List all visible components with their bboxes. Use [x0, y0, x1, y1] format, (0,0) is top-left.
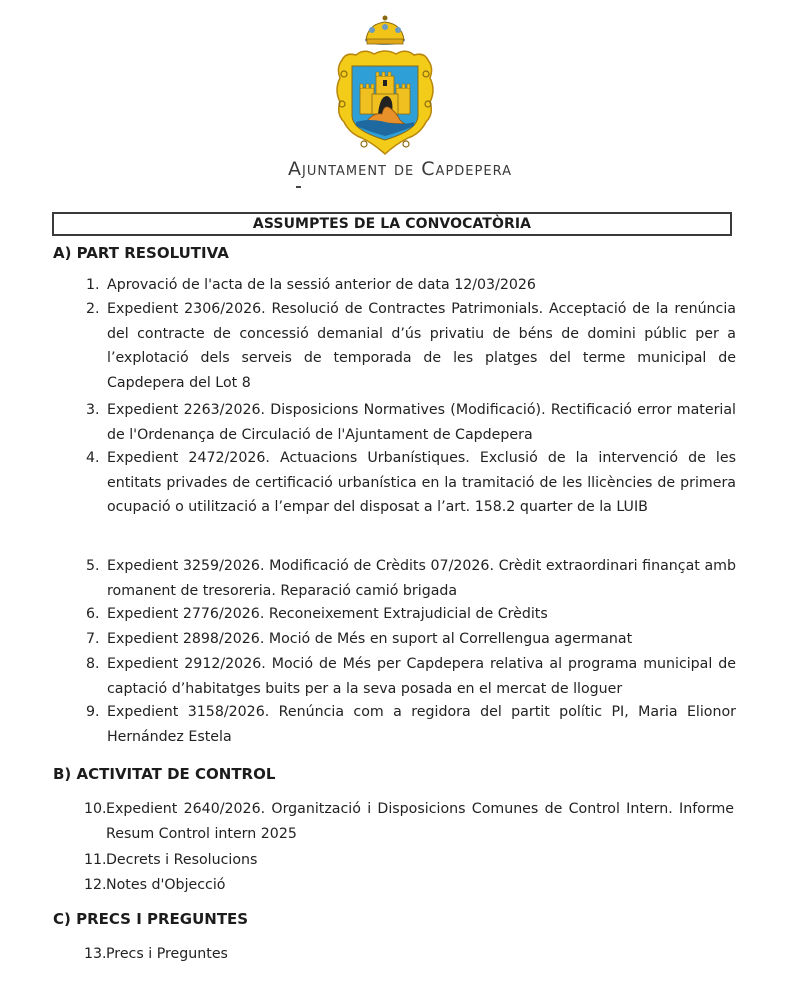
agenda-item	[84, 797, 734, 846]
item-number: 6.	[86, 606, 100, 622]
item-number: 3.	[86, 402, 100, 418]
organization-name: Ajuntament de Capdepera	[288, 158, 512, 180]
agenda-item	[86, 554, 736, 603]
item-number: 9.	[86, 704, 100, 720]
section-heading-activitat-de-control: B) ACTIVITAT DE CONTROL	[53, 765, 276, 783]
item-text: Expedient 3259/2026. Modificació de Crèdits 07/2026. Crèdit extraordinari finançat amb romanent de tresoreria. Reparació camió brigada	[107, 558, 736, 599]
item-number: 8.	[86, 656, 100, 672]
header-dash	[296, 186, 301, 188]
section-heading-part-resolutiva: A) PART RESOLUTIVA	[53, 244, 229, 262]
item-number: 10.	[84, 801, 107, 817]
agenda-item	[84, 873, 734, 898]
document-title: ASSUMPTES DE LA CONVOCATÒRIA	[252, 216, 532, 232]
item-text: Expedient 2912/2026. Moció de Més per Capdepera relativa al programa municipal de captació d’habitatges buits per a la seva posada en el mercat de lloguer	[107, 656, 736, 697]
item-number: 5.	[86, 558, 100, 574]
item-text: Decrets i Resolucions	[106, 852, 258, 868]
agenda-item	[86, 627, 736, 652]
item-text: Expedient 2472/2026. Actuacions Urbanístiques. Exclusió de la intervenció de les entitats privades de certificació urbanística en la tramitació de les llicències de primera ocupació o utilització a l’empar del disposat a l’art. 158.2 quarter de la LUIB	[107, 450, 736, 515]
item-text: Expedient 2263/2026. Disposicions Normatives (Modificació). Rectificació error material de l'Ordenança de Circulació de l'Ajuntament de Capdepera	[107, 402, 736, 443]
item-text: Expedient 2306/2026. Resolució de Contractes Patrimonials. Acceptació de la renúncia del contracte de concessió demanial d’ús privatiu de béns de domini públic per a l’explotació dels serveis de temporada de les platges del terme municipal de Capdepera del Lot 8	[107, 301, 736, 391]
item-number: 4.	[86, 450, 100, 466]
item-number: 7.	[86, 631, 100, 647]
document-title-box	[52, 212, 732, 236]
item-text: Expedient 2640/2026. Organització i Disposicions Comunes de Control Intern. Informe Resum Control intern 2025	[106, 801, 734, 842]
agenda-item	[86, 398, 736, 447]
coat-of-arms-icon	[330, 8, 440, 156]
item-text: Precs i Preguntes	[106, 946, 228, 962]
item-number: 13.	[84, 946, 107, 962]
item-number: 2.	[86, 301, 100, 317]
item-text: Notes d'Objecció	[106, 877, 226, 893]
agenda-item	[86, 602, 736, 627]
agenda-item	[86, 297, 736, 395]
agenda-item	[86, 446, 736, 520]
agenda-item	[86, 652, 736, 701]
item-text: Expedient 3158/2026. Renúncia com a regidora del partit polític PI, Maria Elionor Hernández Estela	[107, 704, 736, 745]
item-text: Expedient 2776/2026. Reconeixement Extrajudicial de Crèdits	[107, 606, 548, 622]
agenda-item	[84, 848, 734, 873]
agenda-item	[86, 273, 736, 298]
agenda-item	[84, 942, 734, 967]
item-number: 12.	[84, 877, 107, 893]
section-heading-precs-i-preguntes: C) PRECS I PREGUNTES	[53, 910, 249, 928]
agenda-item	[86, 700, 736, 749]
item-number: 11.	[84, 852, 107, 868]
item-number: 1.	[86, 277, 100, 293]
item-text: Expedient 2898/2026. Moció de Més en suport al Correllengua agermanat	[107, 631, 633, 647]
crown-icon	[365, 16, 405, 46]
item-text: Aprovació de l'acta de la sessió anterior de data 12/03/2026	[107, 277, 536, 293]
